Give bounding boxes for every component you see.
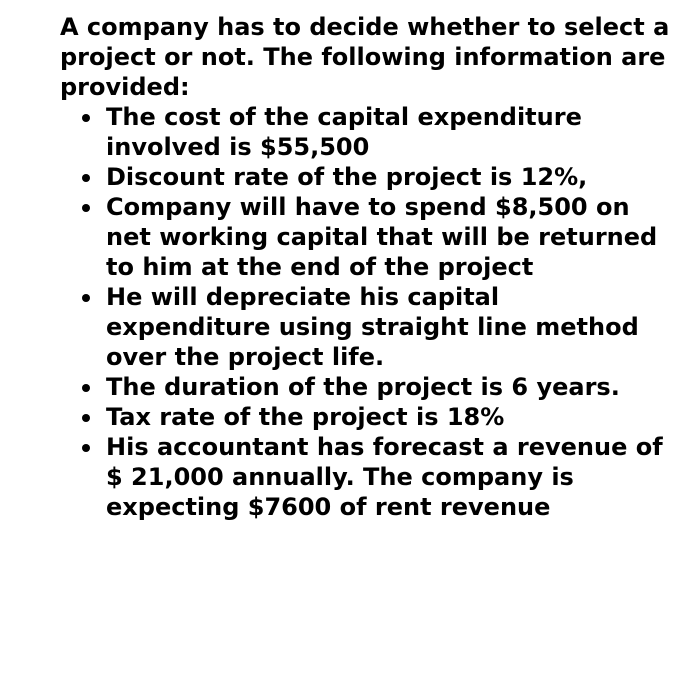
bullet-text: Tax rate of the project is 18% — [106, 403, 505, 431]
intro-paragraph: A company has to decide whether to select a project or not. The following information are provided: — [60, 13, 670, 101]
bullet-text: His accountant has forecast a revenue of $ 21,000 annually. The company is expecting $7600 of rent revenue — [106, 433, 663, 521]
document-body — [60, 12, 670, 522]
bullet-item-revenue-forecast — [106, 432, 670, 522]
bullet-dot-icon — [82, 414, 90, 422]
bullet-item-tax-rate — [106, 402, 670, 432]
bullet-text: The duration of the project is 6 years. — [106, 373, 620, 401]
bullet-dot-icon — [82, 384, 90, 392]
bullet-item-working-capital — [106, 192, 670, 282]
bullet-dot-icon — [82, 174, 90, 182]
info-bullet-list — [60, 102, 670, 522]
bullet-text: Company will have to spend $8,500 on net working capital that will be returned to him at the end of the project — [106, 193, 658, 281]
bullet-dot-icon — [82, 294, 90, 302]
bullet-item-depreciation — [106, 282, 670, 372]
bullet-text: The cost of the capital expenditure involved is $55,500 — [106, 103, 582, 161]
bullet-dot-icon — [82, 204, 90, 212]
bullet-item-duration — [106, 372, 670, 402]
bullet-text: Discount rate of the project is 12%, — [106, 163, 588, 191]
bullet-dot-icon — [82, 114, 90, 122]
bullet-item-discount-rate — [106, 162, 670, 192]
bullet-text: He will depreciate his capital expenditure using straight line method over the project life. — [106, 283, 639, 371]
bullet-dot-icon — [82, 444, 90, 452]
bullet-item-capital-expenditure — [106, 102, 670, 162]
